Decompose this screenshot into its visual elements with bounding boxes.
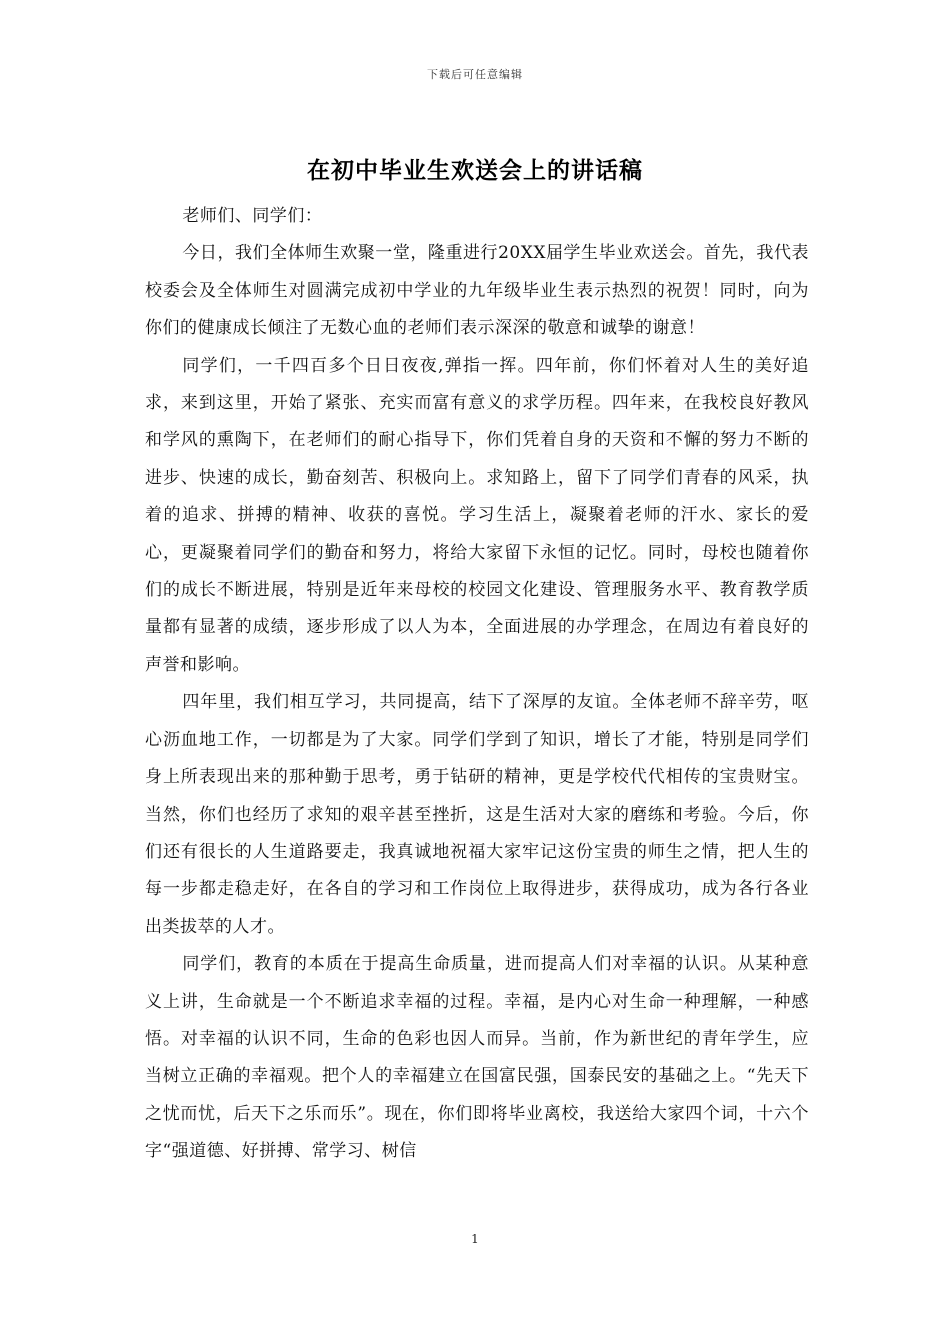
salutation-paragraph: 老师们、同学们： [182, 206, 323, 226]
page-number: 1 [471, 1232, 479, 1246]
body-paragraph: 四年里，我们相互学习，共同提高，结下了深厚的友谊。全体老师不辞辛劳，呕心沥血地工作，一切都是为了大家。同学们学到了知识，增长了才能，特别是同学们身上所表现出来的那种勤于思考，勇于钻研的精神，更是学校代代相传的宝贵财宝。当然，你们也经历了求知的艰辛甚至挫折，这是生活对大家的磨练和考验。今后，你们还有很长的人生道路要走，我真诚地祝福大家牢记这份宝贵的师生之情，把人生的每一步都走稳走好，在各自的学习和工作岗位上取得进步，获得成功，成为各行各业出类拔萃的人才。 [145, 692, 809, 937]
body-paragraph: 同学们，一千四百多个日日夜夜,弹指一挥。四年前，你们怀着对人生的美好追求，来到这里，开始了紧张、充实而富有意义的求学历程。四年来，在我校良好教风和学风的熏陶下，在老师们的耐心指导下，你们凭着自身的天资和不懈的努力不断的进步、快速的成长，勤奋刻苦、积极向上。求知路上，留下了同学们青春的风采，执着的追求、拼搏的精神、收获的喜悦。学习生活上，凝聚着老师的汗水、家长的爱心，更凝聚着同学们的勤奋和努力，将给大家留下永恒的记忆。同时，母校也随着你们的成长不断进展，特别是近年来母校的校园文化建设、管理服务水平、教育教学质量都有显著的成绩，逐步形成了以人为本，全面进展的办学理念，在周边有着良好的声誉和影响。 [145, 355, 809, 675]
body-paragraph: 今日，我们全体师生欢聚一堂，隆重进行20XX届学生毕业欢送会。首先，我代表校委会及全体师生对圆满完成初中学业的九年级毕业生表示热烈的祝贺！同时，向为你们的健康成长倾注了无数心血的老师们表示深深的敬意和诚挚的谢意！ [145, 243, 809, 339]
header-note: 下载后可任意编辑 [427, 68, 523, 81]
body-paragraph: 同学们，教育的本质在于提高生命质量，进而提高人们对幸福的认识。从某种意义上讲，生命就是一个不断追求幸福的过程。幸福，是内心对生命一种理解，一种感悟。对幸福的认识不同，生命的色彩也因人而异。当前，作为新世纪的青年学生，应当树立正确的幸福观。把个人的幸福建立在国富民强，国泰民安的基础之上。“先天下之忧而忧，后天下之乐而乐”。现在，你们即将毕业离校，我送给大家四个词，十六个字“强道德、好拼搏、常学习、树信 [145, 954, 809, 1162]
document-body [145, 198, 809, 1171]
document-title: 在初中毕业生欢送会上的讲话稿 [307, 157, 643, 184]
